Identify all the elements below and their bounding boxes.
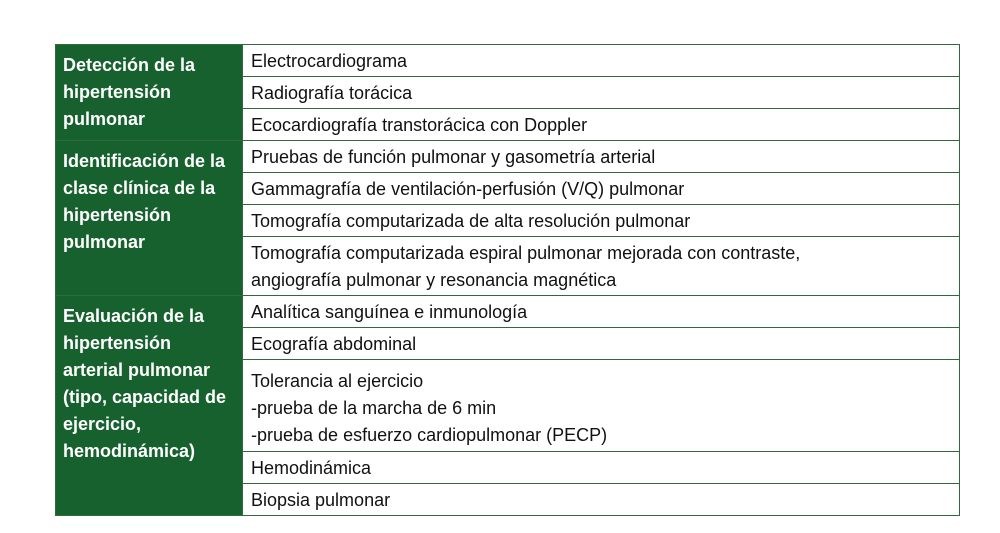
- diagnostic-table-body: [56, 45, 960, 516]
- item-text: Tolerancia al ejercicio: [251, 371, 424, 391]
- item-text: Electrocardiograma: [251, 51, 408, 71]
- item-cell: [243, 296, 960, 328]
- item-cell: [243, 237, 960, 296]
- diagnostic-table-container: [55, 44, 960, 516]
- item-cell: [243, 328, 960, 360]
- item-cell: [243, 45, 960, 77]
- item-text: Analítica sanguínea e inmunología: [251, 302, 528, 322]
- table-row: [56, 45, 960, 77]
- item-text: -prueba de la marcha de 6 min: [251, 398, 497, 418]
- item-text: Pruebas de función pulmonar y gasometría arterial: [251, 147, 656, 167]
- item-text: angiografía pulmonar y resonancia magnética: [251, 270, 617, 290]
- item-cell: [243, 141, 960, 173]
- item-cell: [243, 205, 960, 237]
- item-text: Biopsia pulmonar: [251, 490, 391, 510]
- item-cell: [243, 173, 960, 205]
- item-text: Ecocardiografía transtorácica con Doppler: [251, 115, 588, 135]
- item-text: Tomografía computarizada de alta resolución pulmonar: [251, 211, 691, 231]
- item-text: Gammagrafía de ventilación-perfusión (V/Q) pulmonar: [251, 179, 685, 199]
- item-text: Radiografía torácica: [251, 83, 413, 103]
- item-cell: [243, 452, 960, 484]
- item-text: -prueba de esfuerzo cardiopulmonar (PECP): [251, 425, 608, 445]
- item-cell: [243, 360, 960, 452]
- item-text: Hemodinámica: [251, 458, 372, 478]
- table-row: [56, 141, 960, 173]
- item-text: Ecografía abdominal: [251, 334, 417, 354]
- category-cell-evaluation: Evaluación de la hipertensión arterial pulmonar (tipo, capacidad de ejercicio, hemodinámica): [56, 296, 243, 516]
- diagnostic-table: [55, 44, 960, 516]
- category-cell-detection: Detección de la hipertensión pulmonar: [56, 45, 243, 141]
- table-row: [56, 296, 960, 328]
- item-cell: [243, 109, 960, 141]
- item-text: Tomografía computarizada espiral pulmonar mejorada con contraste,: [251, 243, 801, 263]
- item-cell: [243, 77, 960, 109]
- category-cell-identification: Identificación de la clase clínica de la hipertensión pulmonar: [56, 141, 243, 296]
- item-cell: [243, 484, 960, 516]
